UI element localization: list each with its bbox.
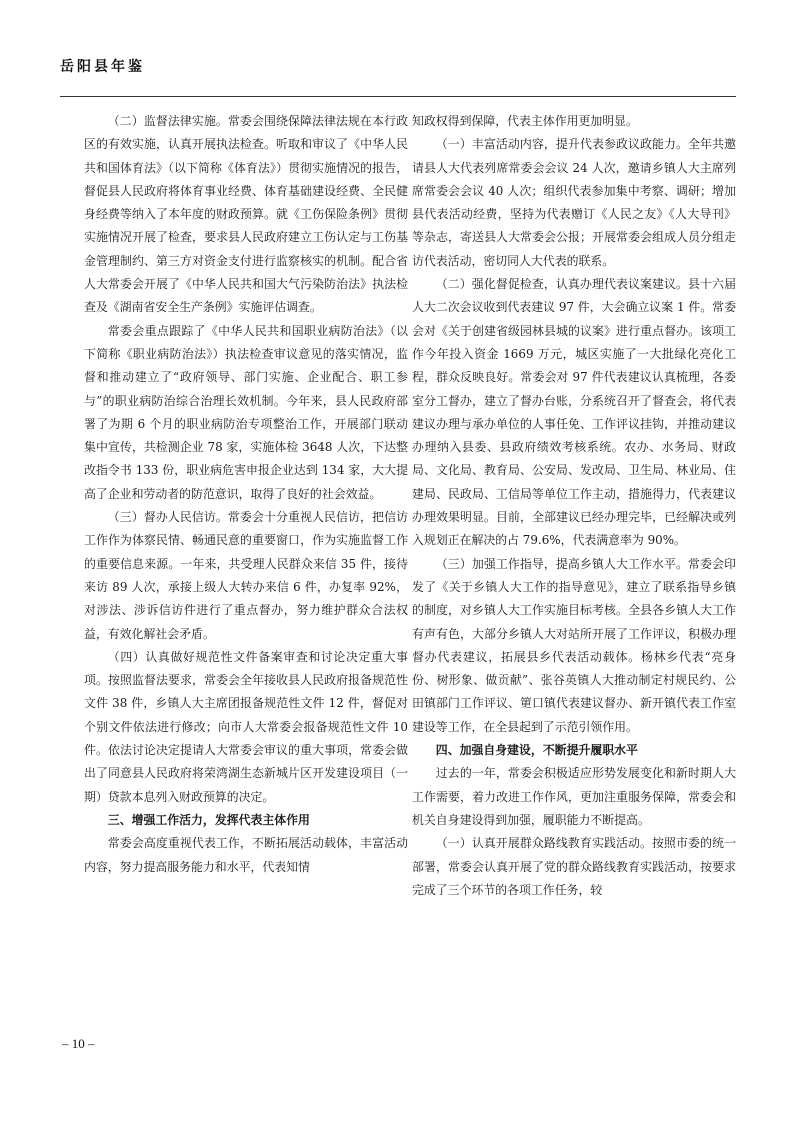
paragraph-text: 县十六届人大二次会议收到代表建议 97 件，大会确立议案 1 件。常委会对《关于创建省级园林县城的议案》进行重点督办。该项工作今年投入资金 1669 万元，城区实施了一大批绿化亮化工程，群众反映良好。常委会对 97 件代表建议认真梳理，各委室分工督办，建立了督办台账，分系统召开了督查会，将代表建议办理与承办单位的人事任免、工作评议挂钩，并推动建议办理纳入县委、县政府绩效考核系统。农办、水务局、财政局、文化局、教育局、公安局、发改局、卫生局、林业局、住建局、民政局、工信局等单位工作主动，措施得力，代表建议办理效果明显。目前，全部建议已经办理完毕，已经解决或列入规划正在解决的占 79.6%，代表满意率为 90%。: [412, 277, 736, 548]
right-column: [412, 110, 736, 902]
paragraph-lead: （三）督办人民信访。: [107, 510, 228, 525]
paragraph-lead: （四）认真做好规范性文件备案审查和讨论决定重大事项。: [84, 649, 408, 688]
paragraph-text: 常委会围绕保障法律法规在本行政区的有效实施，认真开展执法检查。听取和审议了《中华人民共和国体育法》（以下简称《体育法》）贯彻实施情况的报告，督促县人民政府将体育事业经费、体育基础建设经费、全民健身经费等纳入了本年度的财政预算。就《工伤保险条例》贯彻实施情况开展了检查，要求县人民政府建立工伤认定与工伤基金管理制约、第三方对资金支付进行监察核实的机制。配合省人大常委会开展了《中华人民共和国大气污染防治法》执法检查及《湖南省安全生产条例》实施评估调查。: [84, 114, 408, 315]
paragraph-text: 常委会重点跟踪了《中华人民共和国职业病防治法》（以下简称《职业病防治法》）执法检查审议意见的落实情况，监督和推动建立了“政府领导、部门实施、企业配合、职工参与”的职业病防治综合治理长效机制。今年来，县人民政府部署了为期 6 个月的职业病防治专项整治工作，开展部门联动集中宣传，共检测企业 78 家，实施体检 3648 人次，下达整改指令书 133 份，职业病危害申报企业达到 134 家，大大提高了企业和劳动者的防范意识，取得了良好的社会效益。: [84, 323, 408, 501]
paragraph: [412, 273, 736, 553]
paragraph-text: 全年共邀请县人大代表列席常委会会议 24 人次，邀请乡镇人大主席列席常委会会议 40 人次；组织代表参加集中考察、调研；增加县代表活动经费，坚持为代表赠订《人民之友》《人大导刊》等杂志，寄送县人大常委会公报；开展常委会组成人员分组走访代表活动，密切同人大代表的联系。: [412, 137, 736, 268]
section-heading: 三、增强工作活力，发挥代表主体作用: [107, 812, 310, 827]
paragraph-text: 知政权得到保障，代表主体作用更加明显。: [412, 114, 638, 128]
paragraph-text: 常委会十分重视人民信访，把信访工作作为体察民情、畅通民意的重要窗口，作为实施监督工作的重要信息来源。一年来，共受理人民群众来信 35 件，接待来访 89 人次，承接上级人大转办来信 6 件，办复率 92%，对涉法、涉诉信访件进行了重点督办，努力维护群众合法权益，有效化解社会矛盾。: [84, 510, 408, 641]
left-column: [84, 110, 408, 879]
paragraph: [84, 506, 408, 646]
paragraph: [412, 553, 736, 739]
paragraph: [84, 646, 408, 809]
paragraph: [84, 110, 408, 320]
paragraph: [412, 110, 736, 133]
paragraph: [412, 133, 736, 273]
header-divider: [60, 96, 736, 97]
paragraph-text: 按照监督法要求，常委会全年接收县人民政府报备规范性文件 38 件，乡镇人大主席团报备规范性文件 12 件，督促对个别文件依法进行修改；向市人大常委会报备规范性文件 10 件。依法讨论决定提请人大常委会审议的重大事项，常委会做出了同意县人民政府将荣湾湖生态新城片区开发建设项目（一期）贷款本息列入财政预算的决定。: [84, 673, 408, 804]
paragraph: [412, 832, 736, 902]
paragraph: [84, 320, 408, 506]
paragraph-lead: （三）加强工作指导，提高乡镇人大工作水平。: [435, 556, 689, 571]
paragraph-text: 按照市委的统一部署，常委会认真开展了党的群众路线教育实践活动，按要求完成了三个环节的各项工作任务，较: [412, 836, 736, 897]
paragraph-lead: （二）强化督促检查，认真办理代表议案建议。: [435, 277, 689, 292]
paragraph-text: 常委会印发了《关于乡镇人大工作的指导意见》，建立了联系指导乡镇的制度，对乡镇人大工作实施目标考核。全县各乡镇人大工作有声有色，大部分乡镇人大对站所开展了工作评议，积极办理督办代表建议，拓展县乡代表活动载体。杨林乡代表“亮身份、树形象、做贡献”、张谷英镇人大推动制定村规民约、公田镇部门工作评议、筻口镇代表建议督办、新开镇代表工作室建设等工作，在全县起到了示范引领作用。: [412, 556, 736, 734]
paragraph-lead: （二）监督法律实施。: [107, 114, 228, 128]
paragraph: [412, 762, 736, 832]
paragraph-lead: （一）丰富活动内容，提升代表参政议政能力。: [435, 137, 689, 152]
section-heading: 四、加强自身建设，不断提升履职水平: [435, 743, 638, 758]
paragraph-text: 常委会高度重视代表工作，不断拓展活动载体，丰富活动内容，努力提高服务能力和水平，代表知情: [84, 836, 408, 874]
page-number: – 10 –: [62, 1036, 95, 1051]
running-head-title: 岳阳县年鉴: [60, 59, 145, 75]
paragraph-text: 过去的一年，常委会积极适应形势发展变化和新时期人大工作需要，着力改进工作作风，更加注重服务保障，常委会和机关自身建设得到加强，履职能力不断提高。: [412, 766, 736, 827]
paragraph-lead: （一）认真开展群众路线教育实践活动。: [435, 836, 653, 851]
paragraph: [84, 832, 408, 879]
